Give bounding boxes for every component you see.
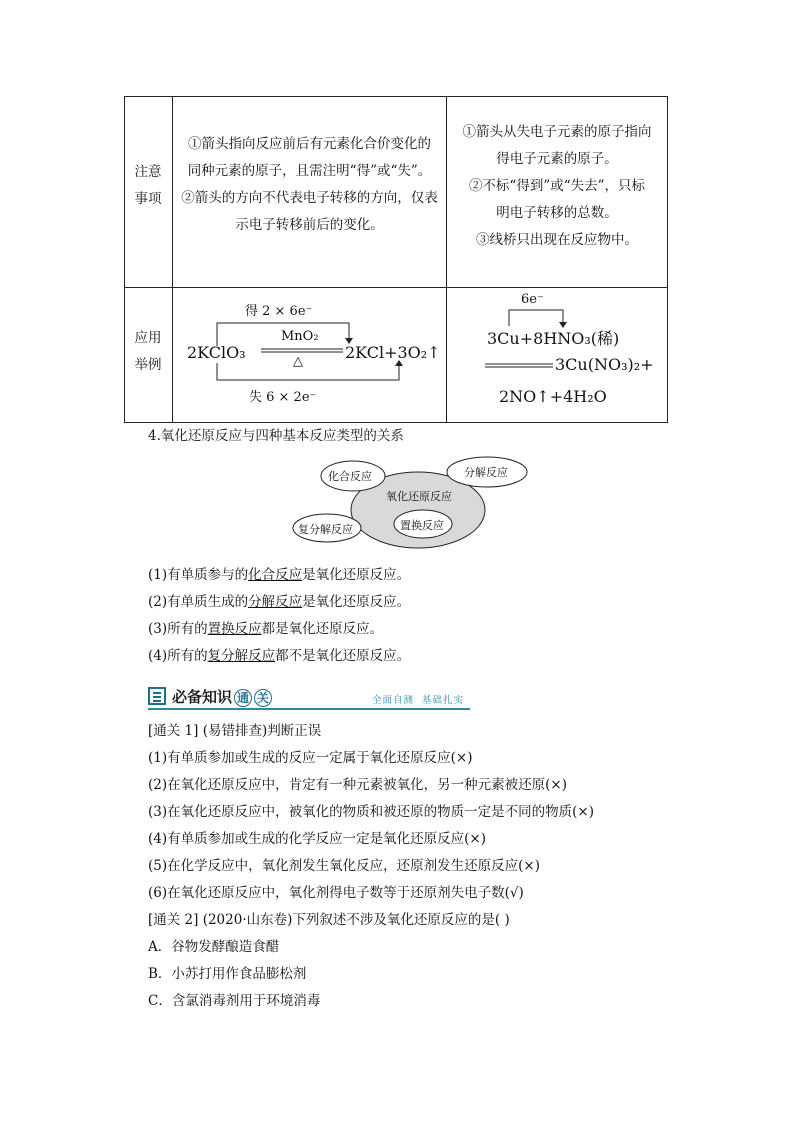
single-bridge-notes: ①箭头从失电子元素的原子指向 得电子元素的原子。 ②不标“得到”或“失去”，只标 明电子转移的总数。 ③线桥只出现在反应物中。 bbox=[462, 124, 652, 248]
section4-item: (3)所有的置换反应都是氧化还原反应。 bbox=[148, 621, 384, 637]
pass1-item: (4)有单质参加或生成的化学反应一定是氧化还原反应(×) bbox=[148, 831, 486, 847]
comparison-table bbox=[124, 96, 668, 423]
double-bridge-example bbox=[173, 288, 446, 423]
pass1-item: (1)有单质参加或生成的反应一定属于氧化还原反应(×) bbox=[148, 750, 473, 766]
option-b: B．小苏打用作食品膨松剂 bbox=[148, 966, 307, 982]
row-header-examples: 应用 举例 bbox=[134, 330, 162, 373]
option-c: C．含氯消毒剂用于环境消毒 bbox=[148, 993, 321, 1009]
pass1-item: (3)在氧化还原反应中，被氧化的物质和被还原的物质一定是不同的物质(×) bbox=[148, 804, 594, 820]
option-a: A．谷物发酵酿造食醋 bbox=[148, 939, 280, 955]
section-banner bbox=[148, 686, 470, 710]
products: 2KCl+3O₂↑ bbox=[345, 343, 441, 362]
loss-label: 失 6 × 2e⁻ bbox=[249, 390, 317, 405]
badge-guan: 关 bbox=[254, 689, 272, 707]
row-header-notes: 注意 事项 bbox=[134, 164, 162, 207]
double-bridge-notes: ①箭头指向反应前后有元素化合价变化的 同种元素的原子，且需注明“得”或“失”。 ②箭头的方向不代表电子转移的方向，仅表 示电子转移前后的变化。 bbox=[181, 136, 438, 233]
double-decomposition-label: 复分解反应 bbox=[298, 523, 353, 536]
pass2-heading: [通关 2] (2020·山东卷)下列叙述不涉及氧化还原反应的是( ) bbox=[148, 912, 510, 928]
section4-title: 4.氧化还原反应与四种基本反应类型的关系 bbox=[148, 428, 404, 444]
pass1-item: (6)在氧化还原反应中，氧化剂得电子数等于还原剂失电子数(√) bbox=[148, 885, 524, 901]
badge-tong: 通 bbox=[234, 689, 252, 707]
redox-label: 氧化还原反应 bbox=[386, 490, 452, 503]
section4-item: (4)所有的复分解反应都不是氧化还原反应。 bbox=[148, 648, 411, 664]
section4-item: (2)有单质生成的分解反应是氧化还原反应。 bbox=[148, 594, 411, 610]
equation-line3: 2NO↑+4H₂O bbox=[499, 387, 607, 406]
equation-line2: 3Cu(NO₃)₂+ bbox=[555, 355, 654, 374]
single-bridge-example bbox=[447, 288, 667, 423]
replacement-label: 置换反应 bbox=[400, 519, 444, 532]
reaction-types-diagram bbox=[290, 454, 530, 554]
section4-item: (1)有单质参与的化合反应是氧化还原反应。 bbox=[148, 567, 411, 583]
pass1-item: (2)在氧化还原反应中，肯定有一种元素被氧化，另一种元素被还原(×) bbox=[148, 777, 567, 793]
reactant: 2KClO₃ bbox=[187, 343, 246, 362]
pass1-item: (5)在化学反应中，氧化剂发生氧化反应，还原剂发生还原反应(×) bbox=[148, 858, 540, 874]
decomposition-label: 分解反应 bbox=[464, 466, 508, 479]
banner-title: 必备知识 通 关 bbox=[172, 686, 272, 707]
pass1-heading: [通关 1] (易错排查)判断正误 bbox=[148, 723, 322, 739]
list-icon bbox=[148, 687, 166, 705]
equation-line1: 3Cu+8HNO₃(稀) bbox=[487, 329, 620, 348]
heat-symbol: △ bbox=[293, 354, 303, 369]
electron-count: 6e⁻ bbox=[521, 292, 544, 307]
banner-underline bbox=[148, 708, 470, 710]
gain-label: 得 2 × 6e⁻ bbox=[245, 304, 313, 319]
catalyst-label: MnO₂ bbox=[281, 329, 319, 344]
combination-label: 化合反应 bbox=[328, 470, 372, 483]
banner-subtitle: 全面自测 基础扎实 bbox=[371, 695, 464, 706]
